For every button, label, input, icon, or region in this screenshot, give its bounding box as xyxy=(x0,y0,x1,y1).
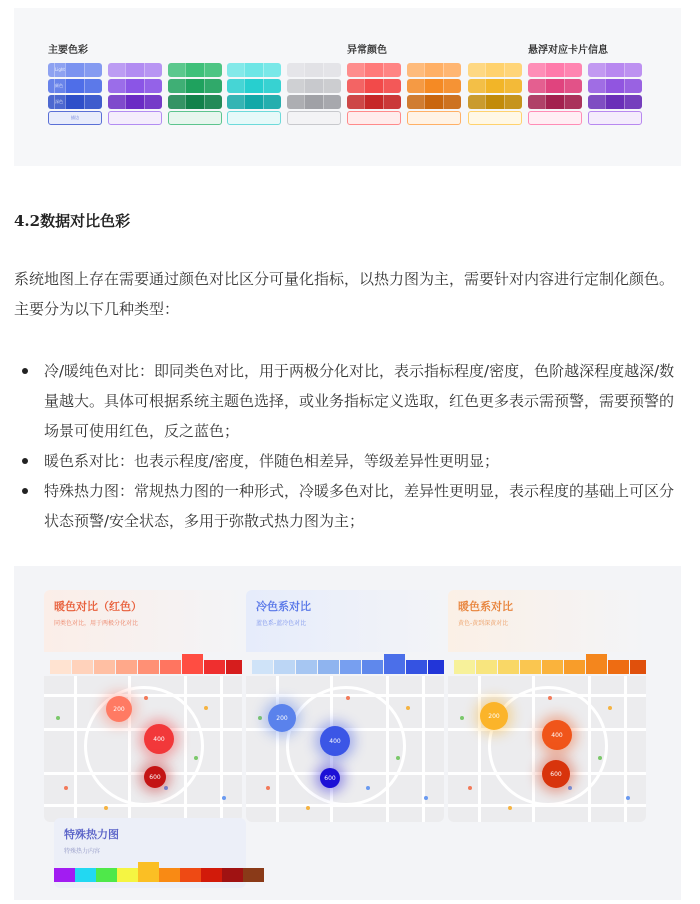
special-color-scale xyxy=(54,862,264,882)
map-poi-marker xyxy=(424,796,428,800)
color-scale xyxy=(50,654,242,674)
color-scale-step xyxy=(117,868,138,882)
map-road xyxy=(624,676,627,822)
swatch-row xyxy=(407,79,461,93)
type-list xyxy=(14,356,684,536)
heatmap-card-title: 冷色系对比 xyxy=(256,600,311,613)
color-scale-step xyxy=(274,660,295,674)
color-scale-step xyxy=(138,660,159,674)
map-poi-marker xyxy=(568,786,572,790)
swatch-outline xyxy=(168,111,222,125)
swatch-row xyxy=(528,95,582,109)
color-scale-step xyxy=(252,660,273,674)
map-poi-marker xyxy=(366,786,370,790)
color-scale-step xyxy=(159,868,180,882)
map-poi-marker xyxy=(194,756,198,760)
swatch-row xyxy=(168,79,222,93)
swatch-column xyxy=(287,63,341,125)
map-road xyxy=(74,676,77,822)
swatch-row xyxy=(108,63,162,77)
swatch-row xyxy=(347,63,401,77)
color-scale-step xyxy=(520,660,541,674)
map-poi-marker xyxy=(258,716,262,720)
color-scale-step xyxy=(204,660,225,674)
color-scale-step xyxy=(454,660,475,674)
swatch-row xyxy=(227,63,281,77)
color-scale-step xyxy=(630,660,646,674)
swatch-row xyxy=(528,79,582,93)
swatch-column xyxy=(347,63,401,125)
list-item-cold-warm: 冷/暖纯色对比：即同类色对比，用于两极分化对比，表示指标程度/密度，色阶越深程度越深/数量越大。具体可根据系统主题色选择，或业务指标定义选取，红色更多表示需预警，需要预警的场景可使用红色，反之蓝色； xyxy=(14,356,684,446)
swatch-outline xyxy=(287,111,341,125)
color-scale-step xyxy=(160,660,181,674)
swatch-column xyxy=(468,63,522,125)
map-poi-marker xyxy=(222,796,226,800)
heatmap-card-subtitle: 黄色-黄到深黄对比 xyxy=(458,620,509,627)
color-scale-step xyxy=(476,660,497,674)
color-scale-step xyxy=(201,868,222,882)
swatch-row xyxy=(287,95,341,109)
swatch-row xyxy=(407,95,461,109)
heatmap-card-header xyxy=(246,590,444,652)
color-scale-step xyxy=(54,868,75,882)
swatch-row xyxy=(588,95,642,109)
hover-card-title: 悬浮对应卡片信息 xyxy=(528,45,608,56)
color-scale-step xyxy=(586,654,607,674)
map-poi-marker xyxy=(468,786,472,790)
map-view[interactable] xyxy=(44,676,242,822)
list-item-special: 特殊热力图：常规热力图的一种形式，冷暖多色对比，差异性更明显，表示程度的基础上可区分状态预警/安全状态，多用于弥散式热力图为主； xyxy=(14,476,684,536)
swatch-row xyxy=(287,79,341,93)
swatch-row xyxy=(588,63,642,77)
color-scale-step xyxy=(384,654,405,674)
map-poi-marker xyxy=(56,716,60,720)
map-poi-marker xyxy=(608,706,612,710)
swatch-row xyxy=(48,95,102,109)
map-poi-marker xyxy=(346,696,350,700)
heat-bubble[interactable]: 200 xyxy=(106,696,132,722)
heat-bubble[interactable]: 400 xyxy=(542,720,572,750)
color-scale-step xyxy=(94,660,115,674)
swatch-outline xyxy=(528,111,582,125)
color-scale-step xyxy=(116,660,137,674)
swatch-label: 深色 xyxy=(54,95,63,109)
heatmap-examples-panel xyxy=(14,566,681,900)
map-poi-marker xyxy=(460,716,464,720)
color-scale-step xyxy=(406,660,427,674)
color-scale xyxy=(454,654,646,674)
heat-bubble[interactable]: 200 xyxy=(268,704,296,732)
heat-bubble[interactable]: 400 xyxy=(144,724,174,754)
swatch-row xyxy=(528,63,582,77)
swatch-column xyxy=(108,63,162,125)
list-item-warm: 暖色系对比：也表示程度/密度，伴随色相差异，等级差异性更明显； xyxy=(14,446,684,476)
map-road xyxy=(478,676,481,822)
special-heatmap-subtitle: 特殊热力内容 xyxy=(64,848,101,855)
map-road xyxy=(422,676,425,822)
heatmap-card-title: 暖色对比（红色） xyxy=(54,600,142,613)
map-road xyxy=(276,676,279,822)
intro-paragraph: 系统地图上存在需要通过颜色对比区分可量化指标，以热力图为主，需要针对内容进行定制化颜色。主要分为以下几种类型： xyxy=(14,270,675,318)
map-poi-marker xyxy=(396,756,400,760)
heatmap-card-header xyxy=(448,590,646,652)
special-heatmap-card xyxy=(54,818,246,888)
map-poi-marker xyxy=(626,796,630,800)
map-poi-marker xyxy=(406,706,410,710)
color-scale-step xyxy=(226,660,242,674)
swatch-label: Light xyxy=(54,63,65,77)
map-view[interactable] xyxy=(246,676,444,822)
color-scale-step xyxy=(222,868,243,882)
color-scale-step xyxy=(182,654,203,674)
heatmap-card xyxy=(448,590,646,822)
swatch-row xyxy=(48,63,102,77)
swatch-row xyxy=(347,95,401,109)
map-view[interactable] xyxy=(448,676,646,822)
heat-bubble[interactable]: 200 xyxy=(480,702,508,730)
swatch-column xyxy=(227,63,281,125)
swatch-row xyxy=(168,95,222,109)
swatch-outline xyxy=(108,111,162,125)
special-heatmap-title: 特殊热力图 xyxy=(64,828,119,841)
swatch-outline xyxy=(588,111,642,125)
color-scale-step xyxy=(542,660,563,674)
swatch-column xyxy=(48,63,102,125)
color-scale-step xyxy=(50,660,71,674)
color-scale-step xyxy=(318,660,339,674)
map-poi-marker xyxy=(508,806,512,810)
swatch-row xyxy=(468,79,522,93)
abnormal-colors-title: 异常颜色 xyxy=(347,45,387,56)
swatch-row xyxy=(347,79,401,93)
map-poi-marker xyxy=(306,806,310,810)
map-ring-road xyxy=(84,686,204,806)
swatch-label: 颜色 xyxy=(54,79,63,93)
swatch-row xyxy=(468,63,522,77)
swatch-row xyxy=(407,63,461,77)
color-palette-panel xyxy=(14,8,681,166)
swatch-outline xyxy=(347,111,401,125)
heatmap-card-subtitle: 同类色对比，用于两极分化对比 xyxy=(54,620,139,627)
map-poi-marker xyxy=(266,786,270,790)
section-heading: 4.2数据对比色彩 xyxy=(14,212,131,230)
swatch-row xyxy=(48,79,102,93)
swatch-outline xyxy=(227,111,281,125)
swatch-outline: 描边 xyxy=(48,111,102,125)
swatch-row xyxy=(227,95,281,109)
map-poi-marker xyxy=(548,696,552,700)
heat-bubble[interactable]: 600 xyxy=(542,760,570,788)
map-poi-marker xyxy=(204,706,208,710)
heatmap-card xyxy=(246,590,444,822)
color-scale-step xyxy=(296,660,317,674)
color-scale-step xyxy=(428,660,444,674)
heatmap-card-header xyxy=(44,590,242,652)
swatch-outline xyxy=(407,111,461,125)
color-scale-step xyxy=(96,868,117,882)
swatch-row xyxy=(108,95,162,109)
heat-bubble[interactable]: 600 xyxy=(144,766,166,788)
color-scale-step xyxy=(72,660,93,674)
color-scale-step xyxy=(138,862,159,882)
color-scale-step xyxy=(180,868,201,882)
map-poi-marker xyxy=(64,786,68,790)
heatmap-card-title: 暖色系对比 xyxy=(458,600,513,613)
main-colors-title: 主要色彩 xyxy=(48,45,88,56)
color-scale-step xyxy=(243,868,264,882)
color-scale-step xyxy=(498,660,519,674)
map-poi-marker xyxy=(144,696,148,700)
swatch-column xyxy=(168,63,222,125)
color-scale-step xyxy=(564,660,585,674)
swatch-outline xyxy=(468,111,522,125)
swatch-column xyxy=(588,63,642,125)
color-scale-step xyxy=(608,660,629,674)
color-scale xyxy=(252,654,444,674)
swatch-row xyxy=(588,79,642,93)
swatch-column xyxy=(528,63,582,125)
swatch-row xyxy=(468,95,522,109)
color-scale-step xyxy=(75,868,96,882)
color-scale-step xyxy=(340,660,361,674)
heat-bubble[interactable]: 600 xyxy=(320,768,340,788)
swatch-row xyxy=(227,79,281,93)
swatch-column xyxy=(407,63,461,125)
map-poi-marker xyxy=(598,756,602,760)
map-road xyxy=(220,676,223,822)
map-poi-marker xyxy=(164,786,168,790)
map-poi-marker xyxy=(104,806,108,810)
swatch-row xyxy=(108,79,162,93)
heat-bubble[interactable]: 400 xyxy=(320,726,350,756)
heatmap-card xyxy=(44,590,242,822)
swatch-row xyxy=(168,63,222,77)
swatch-row xyxy=(287,63,341,77)
color-scale-step xyxy=(362,660,383,674)
heatmap-card-subtitle: 蓝色系-蓝冷色对比 xyxy=(256,620,307,627)
